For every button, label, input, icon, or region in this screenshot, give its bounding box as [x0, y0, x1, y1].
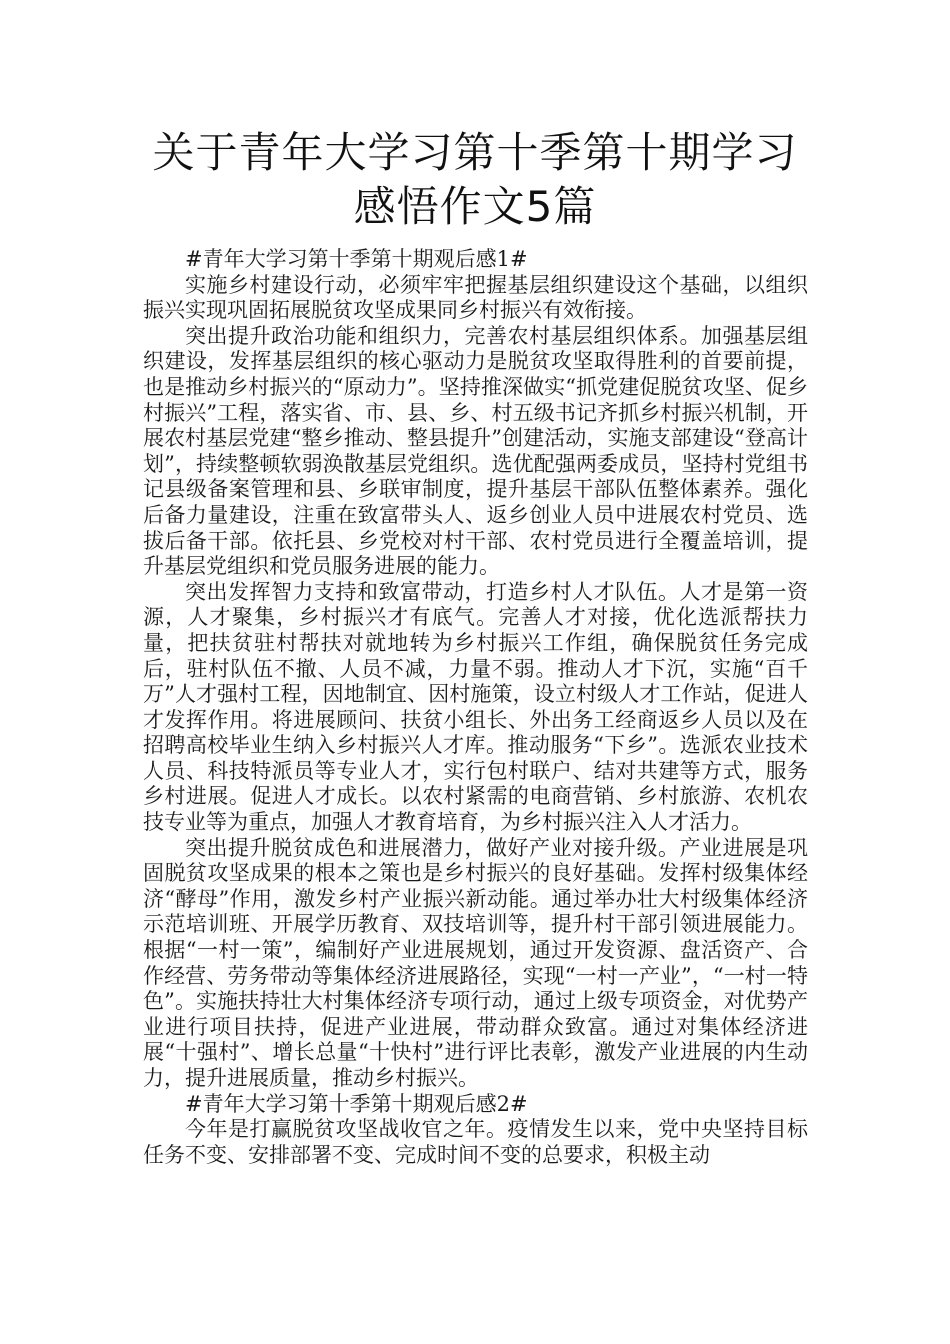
paragraph: 今年是打赢脱贫攻坚战收官之年。疫情发生以来，党中央坚持目标任务不变、安排部署不变、完成时间不变的总要求，积极主动	[143, 1117, 808, 1167]
section-heading: #青年大学习第十季第十期观后感1#	[185, 247, 528, 271]
paragraph: 突出发挥智力支持和致富带动，打造乡村人才队伍。人才是第一资源，人才聚集，乡村振兴才有底气。完善人才对接，优化选派帮扶力量，把扶贫驻村帮扶对就地转为乡村振兴工作组，确保脱贫任务完成后，驻村队伍不撤、人员不减，力量不弱。推动人才下沉，实施“百千万”人才强村工程，因地制宜、因村施策，设立村级人才工作站，促进人才发挥作用。将进展顾问、扶贫小组长、外出务工经商返乡人员以及在招聘高校毕业生纳入乡村振兴人才库。推动服务“下乡”。选派农业技术人员、科技特派员等专业人才，实行包村联户、结对共建等方式，服务乡村进展。促进人才成长。以农村紧需的电商营销、乡村旅游、农机农技专业等为重点，加强人才教育培育，为乡村振兴注入人才活力。	[143, 579, 808, 835]
paragraph: 突出提升政治功能和组织力，完善农村基层组织体系。加强基层组织建设，发挥基层组织的核心驱动力是脱贫攻坚取得胜利的首要前提，也是推动乡村振兴的“原动力”。坚持推深做实“抓党建促脱贫攻坚、促乡村振兴”工程，落实省、市、县、乡、村五级书记齐抓乡村振兴机制，开展农村基层党建“整乡推动、整县提升”创建活动，实施支部建设“登高计划”，持续整顿软弱涣散基层党组织。选优配强两委成员，坚持村党组书记县级备案管理和县、乡联审制度，提升基层干部队伍整体素养。强化后备力量建设，注重在致富带头人、返乡创业人员中进展农村党员、选拔后备干部。依托县、乡党校对村干部、农村党员进行全覆盖培训，提升基层党组织和党员服务进展的能力。	[143, 323, 808, 579]
document-title: 关于青年大学习第十季第十期学习感悟作文5篇	[152, 128, 798, 231]
document-body	[143, 247, 808, 1168]
paragraph: 突出提升脱贫成色和进展潜力，做好产业对接升级。产业进展是巩固脱贫攻坚成果的根本之策也是乡村振兴的良好基础。发挥村级集体经济“酵母”作用，激发乡村产业振兴新动能。通过举办壮大村级集体经济示范培训班、开展学历教育、双技培训等，提升村干部引领进展能力。根据“一村一策”，编制好产业进展规划，通过开发资源、盘活资产、合作经营、劳务带动等集体经济进展路径，实现“一村一产业”，“一村一特色”。实施扶持壮大村集体经济专项行动，通过上级专项资金，对优势产业进行项目扶持，促进产业进展，带动群众致富。通过对集体经济进展“十强村”、增长总量“十快村”进行评比表彰，激发产业进展的内生动力，提升进展质量，推动乡村振兴。	[143, 835, 808, 1090]
section-heading: #青年大学习第十季第十期观后感2#	[185, 1091, 528, 1116]
paragraph: 实施乡村建设行动，必须牢牢把握基层组织建设这个基础，以组织振兴实现巩固拓展脱贫攻坚成果同乡村振兴有效衔接。	[143, 272, 808, 323]
